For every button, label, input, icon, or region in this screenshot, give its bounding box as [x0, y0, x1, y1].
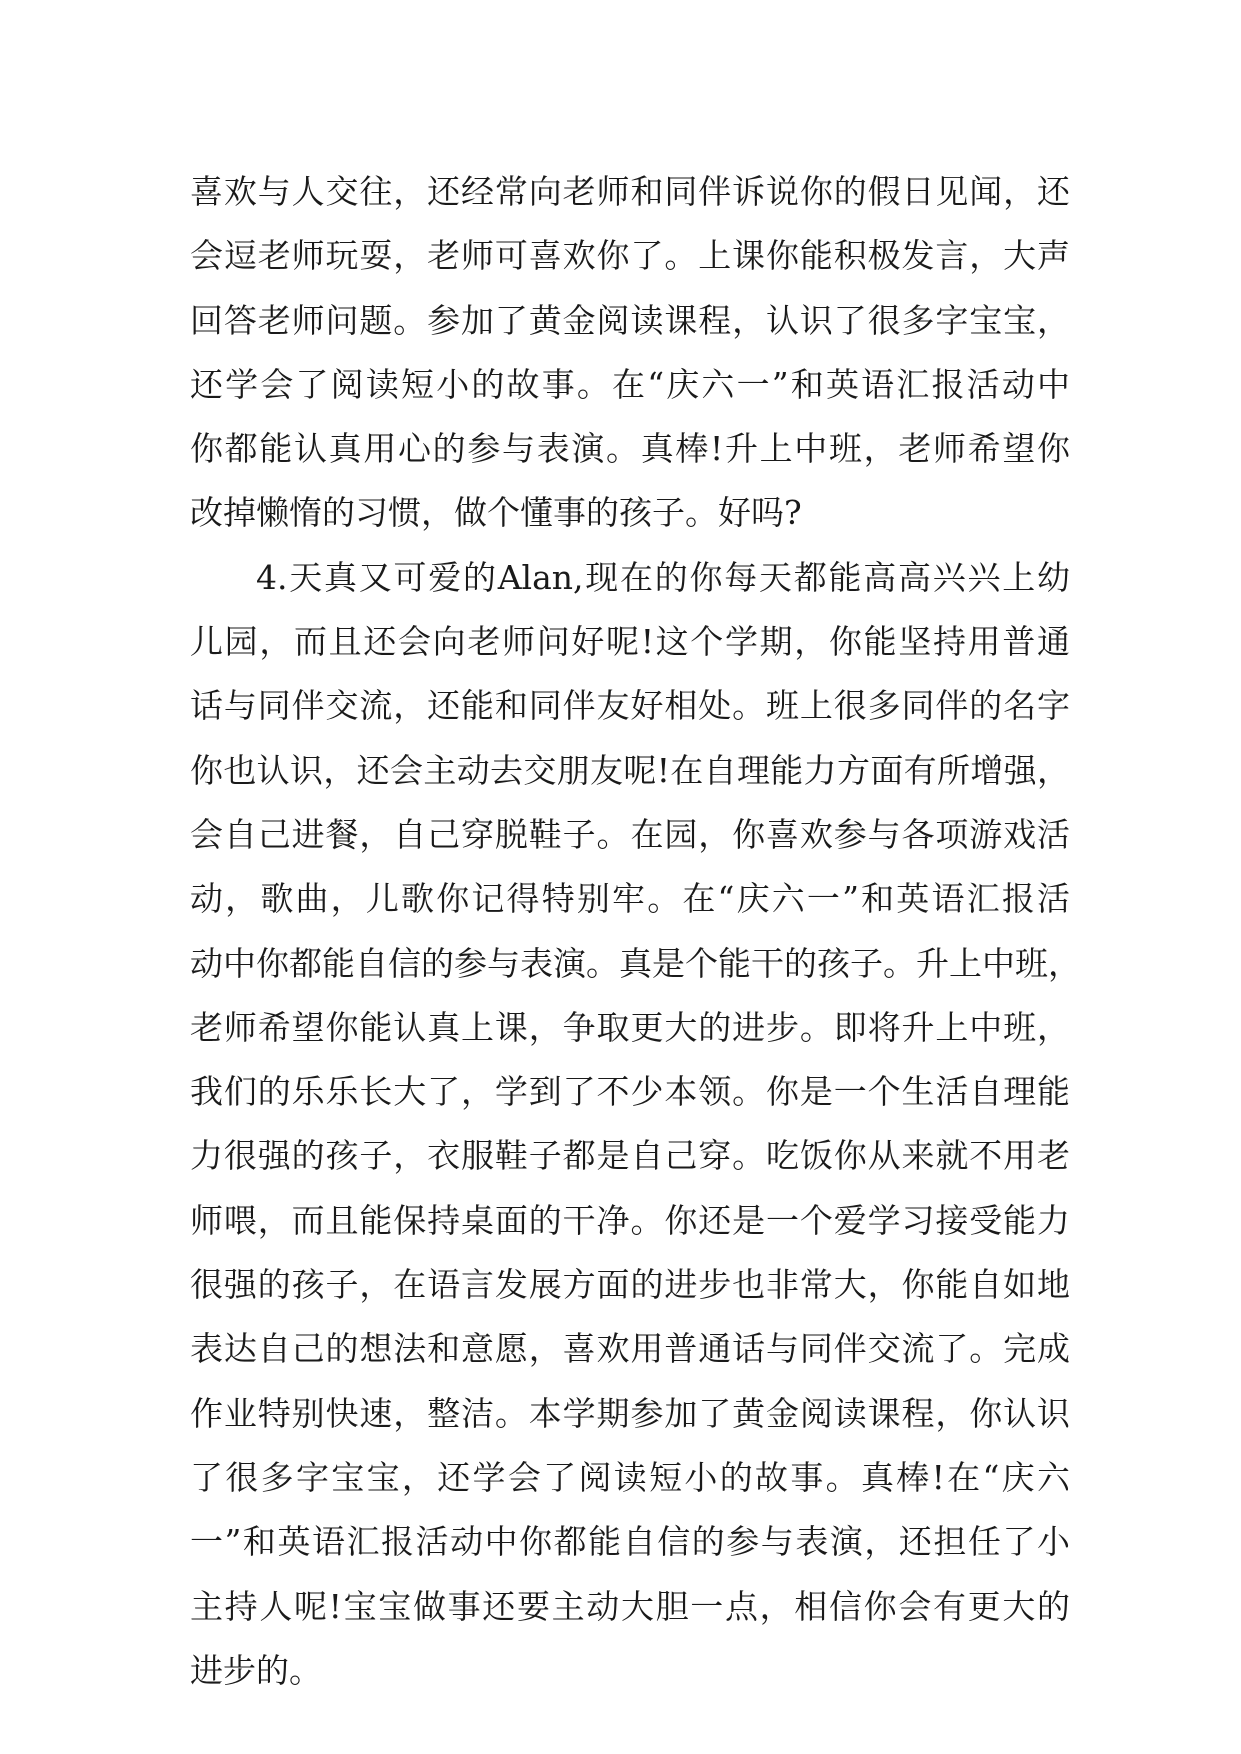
text-line: 回答老师问题。参加了黄金阅读课程，认识了很多字宝宝，	[190, 300, 1070, 340]
text-line: 4.天真又可爱的Alan,现在的你每天都能高高兴兴上幼	[256, 557, 1070, 597]
text-line: 会逗老师玩耍，老师可喜欢你了。上课你能积极发言，大声	[190, 236, 1070, 276]
text-line: 动中你都能自信的参与表演。真是个能干的孩子。升上中班，	[190, 943, 1081, 983]
text-line: 进步的。	[190, 1650, 322, 1690]
text-line: 喜欢与人交往，还经常向老师和同伴诉说你的假日见闻，还	[190, 172, 1070, 211]
text-line: 话与同伴交流，还能和同伴友好相处。班上很多同伴的名字	[190, 686, 1070, 726]
text-line: 一”和英语汇报活动中你都能自信的参与表演，还担任了小	[190, 1522, 1070, 1562]
text-line: 儿园，而且还会向老师问好呢!这个学期，你能坚持用普通	[190, 622, 1070, 662]
text-line: 还学会了阅读短小的故事。在“庆六一”和英语汇报活动中	[190, 364, 1070, 404]
text-line: 你也认识，还会主动去交朋友呢!在自理能力方面有所增强，	[190, 750, 1070, 790]
text-line: 你都能认真用心的参与表演。真棒!升上中班，老师希望你	[190, 429, 1070, 469]
text-line: 我们的乐乐长大了，学到了不少本领。你是一个生活自理能	[190, 1072, 1070, 1112]
paragraph-2	[190, 546, 1081, 1703]
text-line: 会自己进餐，自己穿脱鞋子。在园，你喜欢参与各项游戏活	[190, 814, 1070, 854]
text-line: 作业特别快速，整洁。本学期参加了黄金阅读课程，你认识	[190, 1393, 1070, 1433]
text-line: 表达自己的想法和意愿，喜欢用普通话与同伴交流了。完成	[190, 1329, 1070, 1369]
text-line: 主持人呢!宝宝做事还要主动大胆一点，相信你会有更大的	[190, 1586, 1070, 1626]
document-body	[190, 160, 1081, 1703]
text-line: 改掉懒惰的习惯，做个懂事的孩子。好吗?	[190, 493, 802, 533]
text-line: 老师希望你能认真上课，争取更大的进步。即将升上中班，	[190, 1007, 1070, 1047]
text-line: 力很强的孩子，衣服鞋子都是自己穿。吃饭你从来就不用老	[190, 1136, 1070, 1176]
text-line: 很强的孩子，在语言发展方面的进步也非常大，你能自如地	[190, 1265, 1070, 1305]
paragraph-1	[190, 160, 1070, 546]
text-line: 师喂，而且能保持桌面的干净。你还是一个爱学习接受能力	[190, 1200, 1070, 1240]
text-line: 了很多字宝宝，还学会了阅读短小的故事。真棒!在“庆六	[190, 1457, 1070, 1497]
text-line: 动，歌曲，儿歌你记得特别牢。在“庆六一”和英语汇报活	[190, 879, 1070, 919]
